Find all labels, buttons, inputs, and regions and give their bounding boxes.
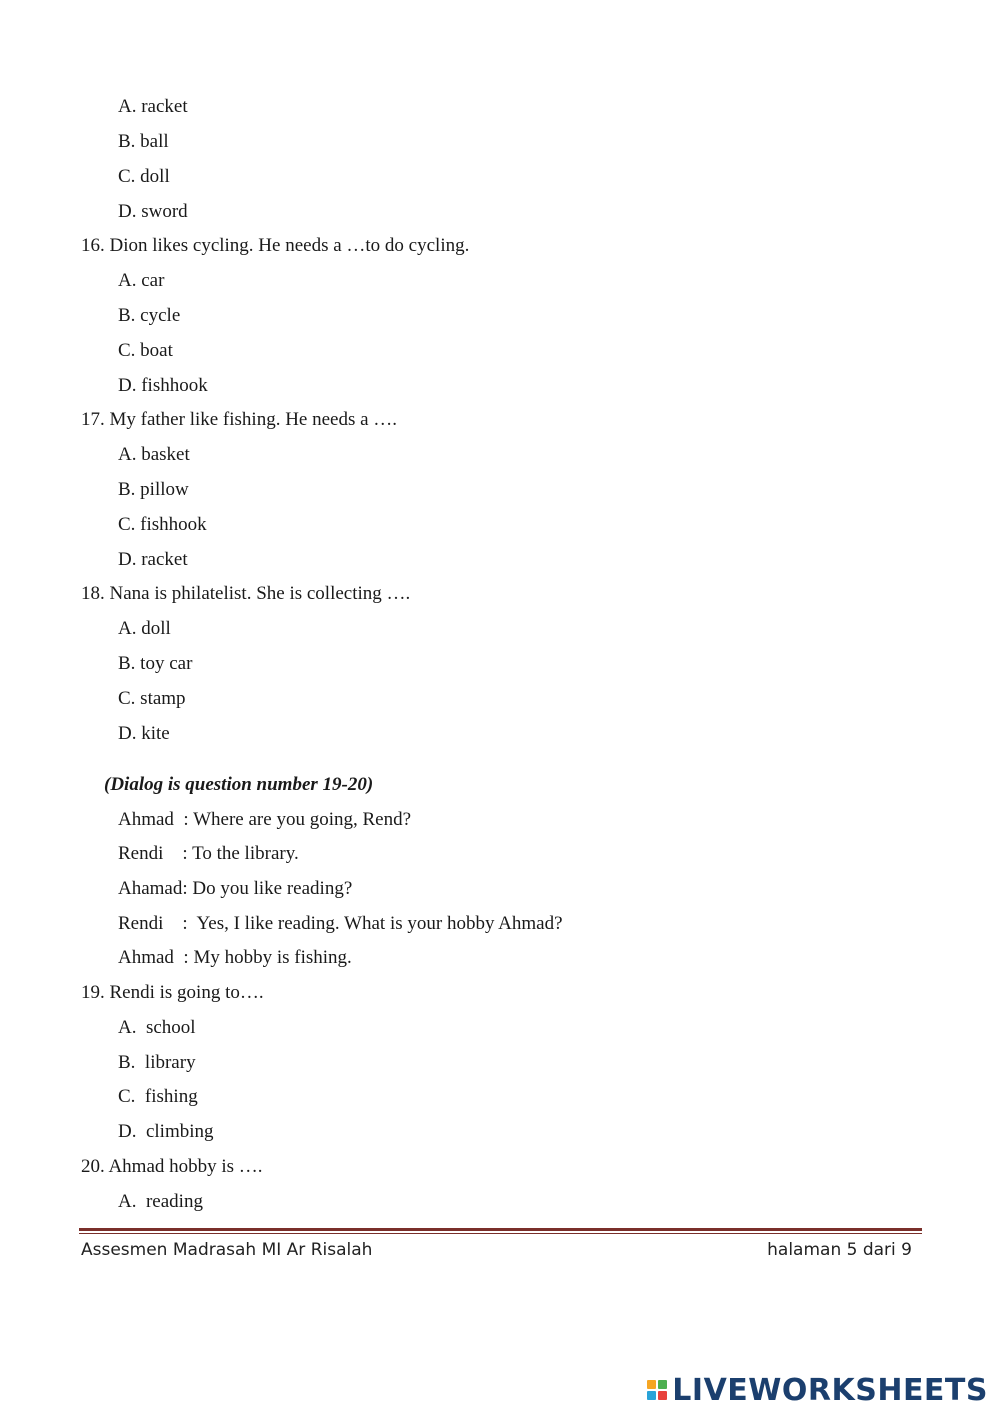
q19-option-d: D. climbing <box>118 1121 214 1142</box>
grid-square-icon <box>658 1380 667 1389</box>
dialog-heading: (Dialog is question number 19-20) <box>104 774 374 795</box>
q15-option-d: D. sword <box>118 201 188 222</box>
q18-option-c: C. stamp <box>118 688 186 709</box>
q19-option-b: B. library <box>118 1052 196 1073</box>
q16-option-c: C. boat <box>118 340 173 361</box>
footer-rule <box>79 1228 922 1231</box>
q17-option-a: A. basket <box>118 444 190 465</box>
q15-option-b: B. ball <box>118 131 169 152</box>
q15-option-c: C. doll <box>118 166 170 187</box>
grid-square-icon <box>647 1391 656 1400</box>
dialog-line: Ahmad : My hobby is fishing. <box>118 947 352 968</box>
q17-option-c: C. fishhook <box>118 514 207 535</box>
q20-option-a: A. reading <box>118 1191 203 1212</box>
q18-option-b: B. toy car <box>118 653 193 674</box>
footer-rule-thin <box>79 1233 922 1234</box>
q19-option-c: C. fishing <box>118 1086 198 1107</box>
question-19: 19. Rendi is going to…. <box>81 982 264 1003</box>
dialog-line: Ahamad: Do you like reading? <box>118 878 353 899</box>
dialog-line: Rendi : Yes, I like reading. What is your hobby Ahmad? <box>118 913 563 934</box>
question-18: 18. Nana is philatelist. She is collecting …. <box>81 583 411 604</box>
liveworksheets-logo <box>647 1373 988 1407</box>
footer-page-number: halaman 5 dari 9 <box>767 1240 912 1260</box>
brand-name: LIVEWORKSHEETS <box>672 1372 988 1408</box>
q16-option-a: A. car <box>118 270 165 291</box>
dialog-line: Ahmad : Where are you going, Rend? <box>118 809 412 830</box>
question-20: 20. Ahmad hobby is …. <box>81 1156 263 1177</box>
dialog-line: Rendi : To the library. <box>118 843 299 864</box>
q16-option-d: D. fishhook <box>118 375 208 396</box>
footer-school-name: Assesmen Madrasah MI Ar Risalah <box>81 1240 373 1260</box>
q17-option-b: B. pillow <box>118 479 189 500</box>
q17-option-d: D. racket <box>118 549 188 570</box>
q18-option-d: D. kite <box>118 723 170 744</box>
q16-option-b: B. cycle <box>118 305 181 326</box>
q18-option-a: A. doll <box>118 618 171 639</box>
question-17: 17. My father like fishing. He needs a …. <box>81 409 398 430</box>
grid-square-icon <box>658 1391 667 1400</box>
question-16: 16. Dion likes cycling. He needs a …to do cycling. <box>81 235 470 256</box>
q19-option-a: A. school <box>118 1017 196 1038</box>
liveworksheets-grid-icon <box>647 1380 667 1400</box>
q15-option-a: A. racket <box>118 96 188 117</box>
grid-square-icon <box>647 1380 656 1389</box>
